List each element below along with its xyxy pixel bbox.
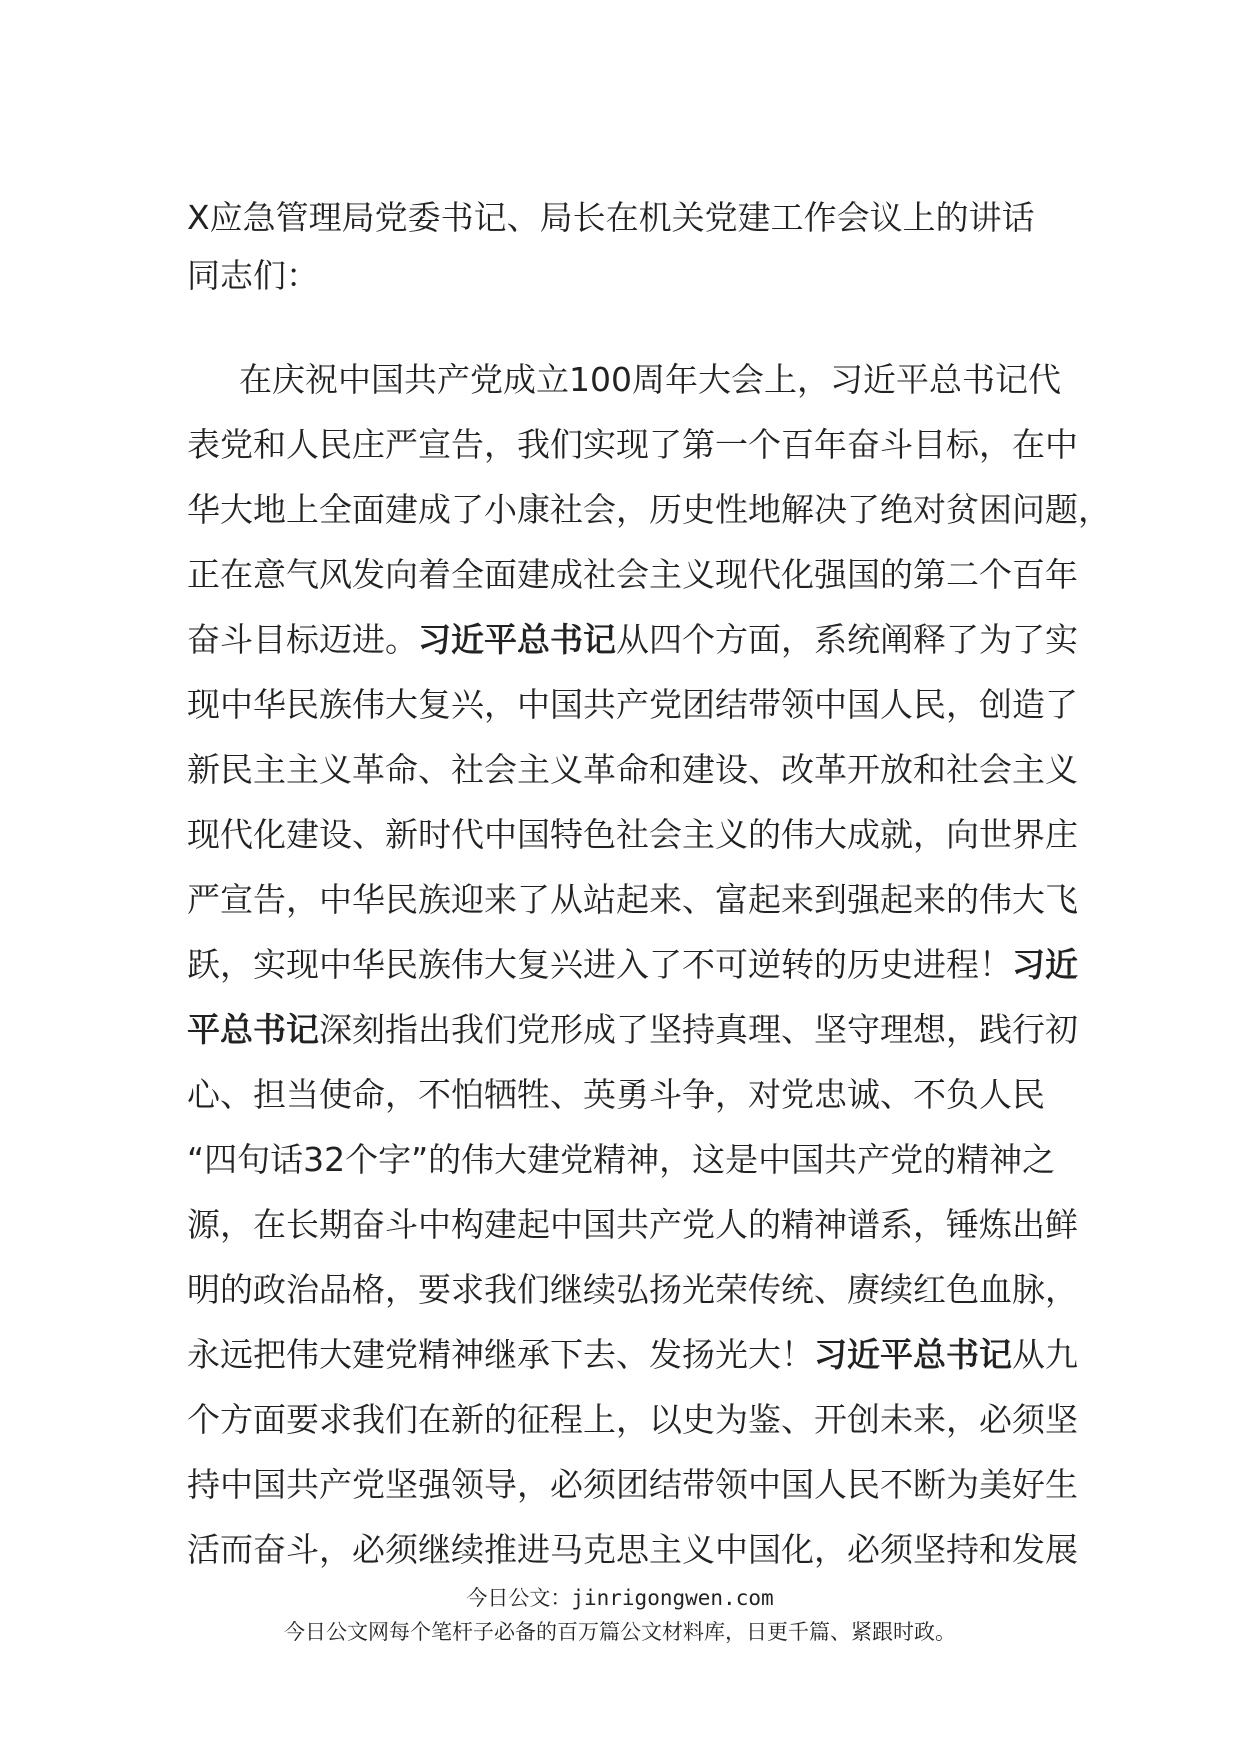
- body-text-segment: 个方面要求我们在新的征程上，以史为鉴、开创未来，必须坚: [187, 1400, 1078, 1439]
- salutation: 同志们：: [187, 256, 319, 295]
- body-text-segment: 明的政治品格，要求我们继续弘扬光荣传统、赓续红色血脉，: [187, 1270, 1078, 1309]
- body-line: [187, 1136, 1056, 1201]
- body-text-segment: 表党和人民庄严宣告，我们实现了第一个百年奋斗目标，在中: [187, 425, 1078, 464]
- body-line: [187, 1526, 1078, 1591]
- body-line: [187, 421, 1078, 486]
- emphasis-text: 习近平总书记: [418, 620, 616, 659]
- body-line: [187, 486, 1111, 551]
- body-line: [187, 356, 1061, 421]
- emphasis-text: 习近平总书记: [814, 1335, 1012, 1374]
- footer: [0, 1584, 1240, 1646]
- body-line: [187, 1461, 1078, 1526]
- footer-source: [0, 1584, 1240, 1612]
- body-line: [187, 811, 1078, 876]
- document-title: X应急管理局党委书记、局长在机关党建工作会议上的讲话: [187, 198, 1035, 237]
- speech-body: [187, 356, 1111, 1591]
- body-line: [187, 876, 1078, 941]
- body-line: [187, 1006, 1078, 1071]
- body-line: [187, 551, 1078, 616]
- body-text-segment: 现代化建设、新时代中国特色社会主义的伟大成就，向世界庄: [187, 815, 1078, 854]
- body-text-segment: 跃，实现中华民族伟大复兴进入了不可逆转的历史进程！: [187, 945, 1012, 984]
- footer-label: 今日公文：: [466, 1586, 572, 1610]
- body-line: [187, 1266, 1078, 1331]
- body-text-segment: 现中华民族伟大复兴，中国共产党团结带领中国人民，创造了: [187, 685, 1078, 724]
- body-text-segment: 深刻指出我们党形成了坚持真理、坚守理想，践行初: [319, 1010, 1078, 1049]
- body-line: [187, 746, 1078, 811]
- body-text-segment: 正在意气风发向着全面建成社会主义现代化强国的第二个百年: [187, 555, 1078, 594]
- body-line: [187, 941, 1078, 1006]
- body-line: [187, 1201, 1078, 1266]
- body-line: [187, 1396, 1078, 1461]
- body-text-segment: 永远把伟大建党精神继承下去、发扬光大！: [187, 1335, 814, 1374]
- body-text-segment: 持中国共产党坚强领导，必须团结带领中国人民不断为美好生: [187, 1465, 1078, 1504]
- body-text-segment: 在庆祝中国共产党成立100周年大会上，习近平总书记代: [239, 360, 1061, 399]
- footer-domain-link[interactable]: jinrigongwen.com: [571, 1586, 774, 1610]
- body-text-segment: 从四个方面，系统阐释了为了实: [616, 620, 1078, 659]
- body-text-segment: 从九: [1012, 1335, 1078, 1374]
- body-line: [187, 1071, 1051, 1136]
- body-text-segment: 活而奋斗，必须继续推进马克思主义中国化，必须坚持和发展: [187, 1530, 1078, 1569]
- body-text-segment: 奋斗目标迈进。: [187, 620, 418, 659]
- body-line: [187, 616, 1078, 681]
- body-text-segment: 源，在长期奋斗中构建起中国共产党人的精神谱系，锤炼出鲜: [187, 1205, 1078, 1244]
- footer-tagline: 今日公文网每个笔杆子必备的百万篇公文材料库，日更千篇、紧跟时政。: [284, 1620, 956, 1644]
- body-line: [187, 1331, 1078, 1396]
- body-text-segment: 新民主主义革命、社会主义革命和建设、改革开放和社会主义: [187, 750, 1078, 789]
- body-line: [187, 681, 1078, 746]
- body-text-segment: 严宣告，中华民族迎来了从站起来、富起来到强起来的伟大飞: [187, 880, 1078, 919]
- body-text-segment: 心、担当使命，不怕牺牲、英勇斗争，对党忠诚、不负人民: [187, 1075, 1045, 1114]
- emphasis-text: 习近: [1012, 945, 1078, 984]
- body-text-segment: “四句话32个字”的伟大建党精神，这是中国共产党的精神之: [187, 1140, 1056, 1179]
- body-text-segment: 华大地上全面建成了小康社会，历史性地解决了绝对贫困问题，: [187, 490, 1111, 529]
- emphasis-text: 平总书记: [187, 1010, 319, 1049]
